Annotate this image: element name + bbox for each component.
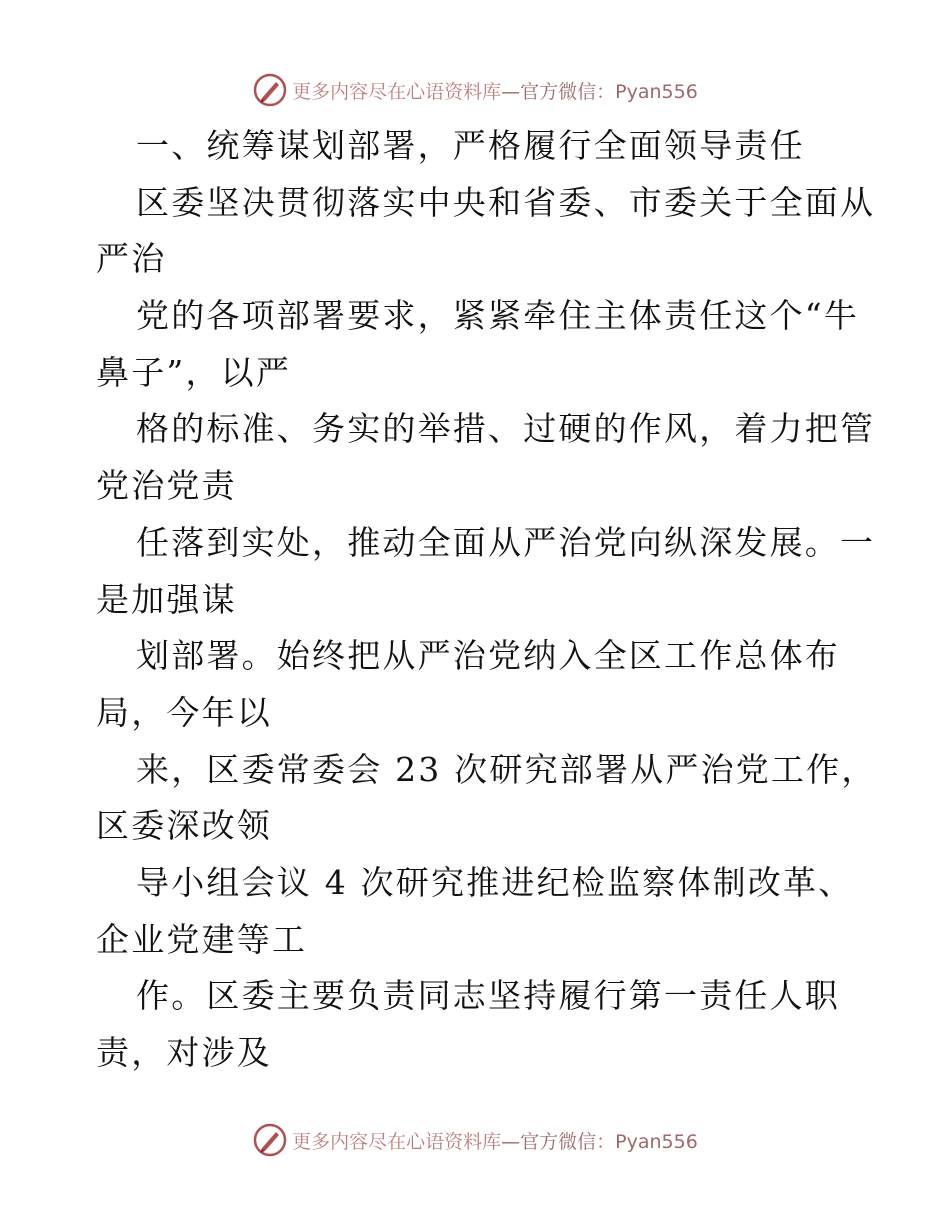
text-line: 责，对涉及	[96, 1033, 272, 1072]
pen-logo-icon	[252, 1122, 288, 1158]
text-line: 企业党建等工	[96, 919, 308, 959]
header-banner-sub: —官方微信：Pyan556	[501, 80, 698, 103]
footer-banner	[0, 1118, 950, 1162]
text-line: 局，今年以	[96, 692, 272, 732]
header-banner-text	[292, 77, 698, 104]
text-line: 格的标准、务实的举措、过硬的作风，着力把管	[136, 409, 876, 449]
text-line: 区委深改领	[96, 806, 272, 846]
text-line: 导小组会议 4 次研究推进纪检监察体制改革、	[136, 862, 854, 902]
text-line: 一、统筹谋划部署，严格履行全面领导责任	[136, 126, 805, 165]
text-line: 划部署。始终把从严治党纳入全区工作总体布	[136, 636, 840, 676]
footer-banner-lead: 更多内容尽在心语资料库	[292, 1130, 502, 1153]
text-line: 严治	[96, 239, 167, 279]
footer-banner-text	[292, 1127, 698, 1154]
text-line: 作。区委主要负责同志坚持履行第一责任人职	[136, 976, 840, 1016]
text-line: 区委坚决贯彻落实中央和省委、市委关于全面从	[136, 182, 876, 222]
text-line: 任落到实处，推动全面从严治党向纵深发展。一	[136, 522, 876, 562]
text-line: 鼻子”，以严	[96, 352, 292, 392]
text-line: 党治党责	[96, 466, 237, 506]
header-banner-lead: 更多内容尽在心语资料库	[292, 80, 502, 103]
text-line: 来，区委常委会 23 次研究部署从严治党工作，	[136, 749, 877, 789]
header-banner	[0, 68, 950, 112]
document-body	[96, 118, 877, 1082]
footer-banner-sub: —官方微信：Pyan556	[501, 1130, 698, 1153]
pen-logo-icon	[252, 72, 288, 108]
text-line: 是加强谋	[96, 579, 237, 619]
text-line: 党的各项部署要求，紧紧牵住主体责任这个“牛	[136, 296, 860, 336]
